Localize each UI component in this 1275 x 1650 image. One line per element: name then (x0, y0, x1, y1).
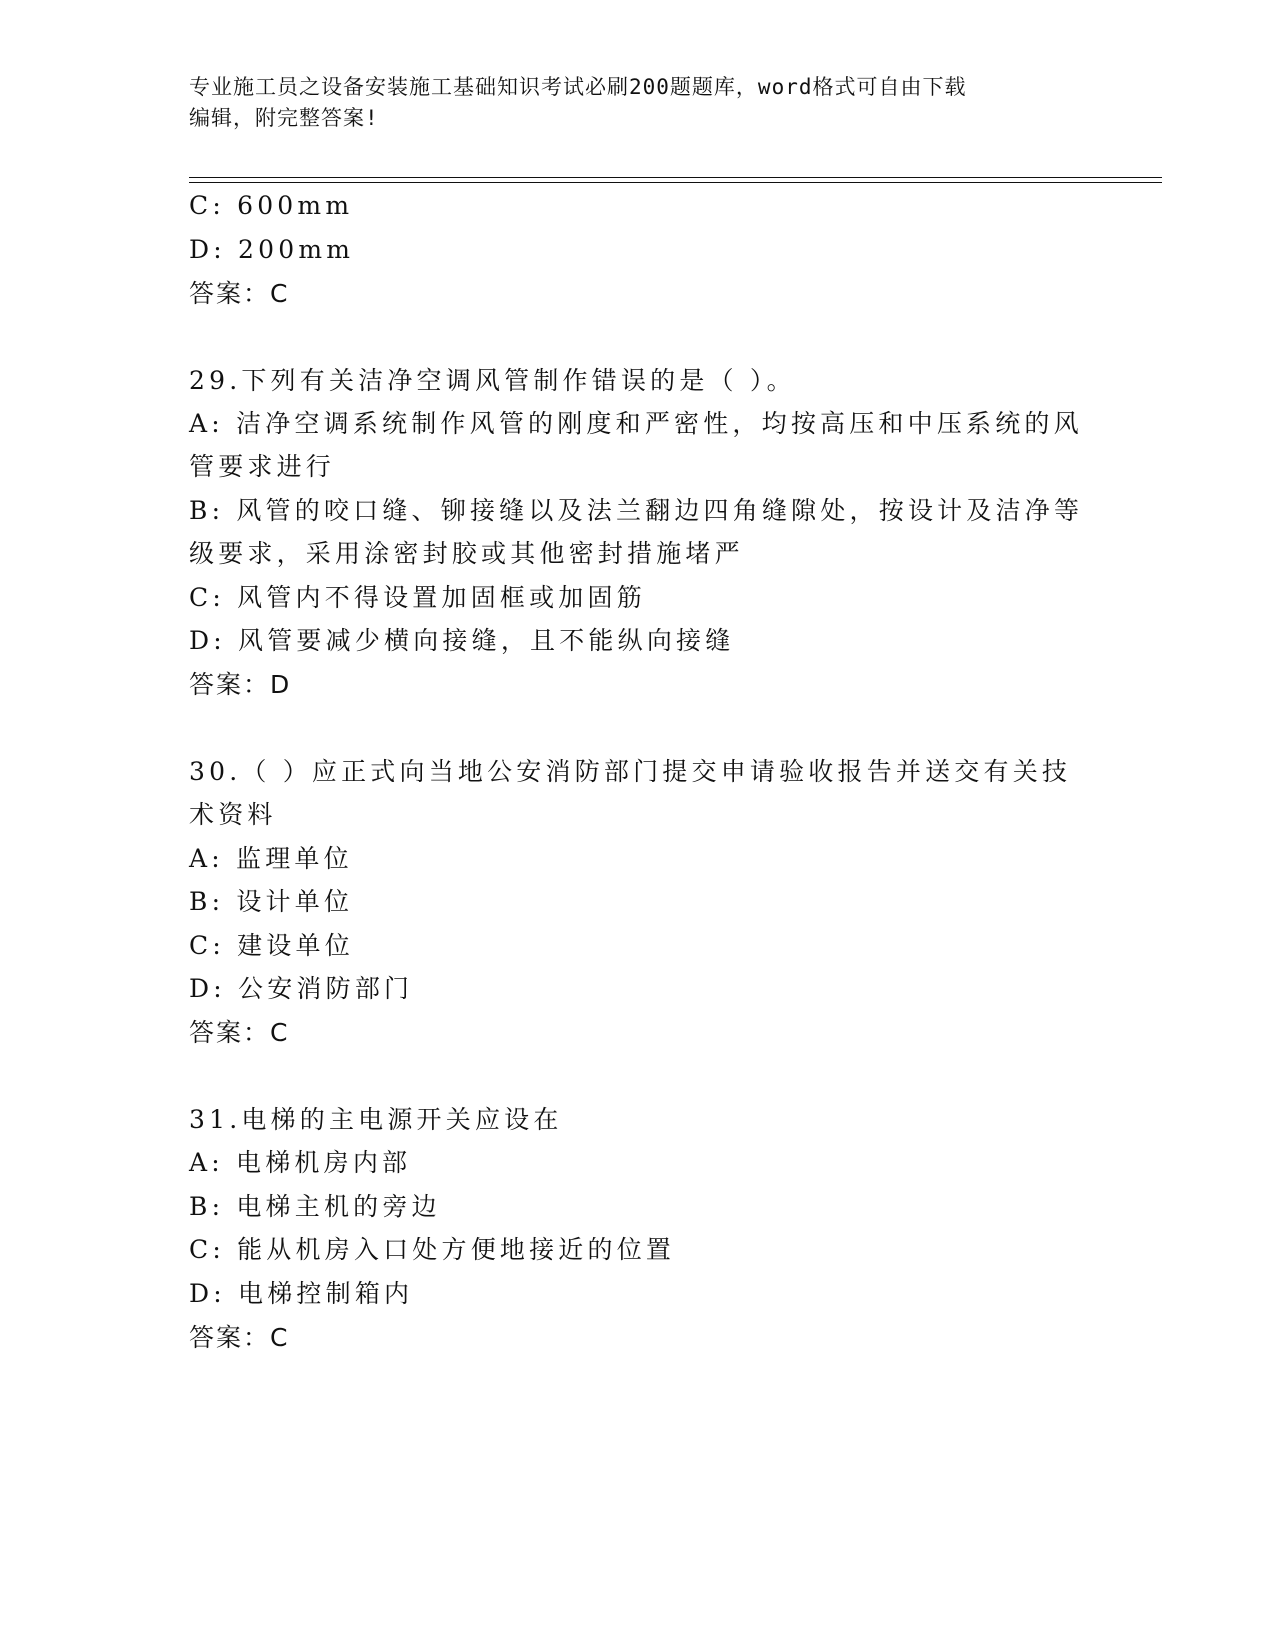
q29-stem: 29.下列有关洁净空调风管制作错误的是（ ）。 (189, 366, 796, 395)
header-divider-top (189, 177, 1162, 178)
header-line-2: 编辑，附完整答案! (189, 106, 379, 130)
prev-option-d: D: 200mm (189, 235, 355, 264)
header-divider-bottom (189, 182, 1162, 183)
q30-stem-line-2: 术资料 (189, 800, 277, 829)
q31-option-b: B: 电梯主机的旁边 (189, 1192, 441, 1221)
q29-option-a-line-2: 管要求进行 (189, 452, 336, 481)
q29-option-a-line-1: A: 洁净空调系统制作风管的刚度和严密性，均按高压和中压系统的风 (189, 409, 1083, 438)
q29-option-d: D: 风管要减少横向接缝，且不能纵向接缝 (189, 626, 735, 655)
q29-answer: 答案：D (189, 670, 292, 699)
q31-option-a: A: 电梯机房内部 (189, 1148, 412, 1177)
q31-stem: 31.电梯的主电源开关应设在 (189, 1105, 563, 1134)
q29-option-b-line-1: B: 风管的咬口缝、铆接缝以及法兰翻边四角缝隙处，按设计及洁净等 (189, 496, 1084, 525)
q31-answer: 答案：C (189, 1323, 290, 1352)
q30-option-b: B: 设计单位 (189, 887, 354, 916)
q29-option-b-line-2: 级要求，采用涂密封胶或其他密封措施堵严 (189, 539, 744, 568)
prev-answer: 答案：C (189, 279, 290, 308)
q30-answer: 答案：C (189, 1018, 290, 1047)
header-line-1: 专业施工员之设备安装施工基础知识考试必刷200题题库，word格式可自由下载 (189, 75, 967, 99)
q30-option-d: D: 公安消防部门 (189, 974, 414, 1003)
document-header (189, 72, 1089, 134)
q29-option-c: C: 风管内不得设置加固框或加固筋 (189, 583, 646, 612)
q30-option-a: A: 监理单位 (189, 844, 353, 873)
q30-stem-line-1: 30.（ ）应正式向当地公安消防部门提交申请验收报告并送交有关技 (189, 757, 1072, 786)
q31-option-d: D: 电梯控制箱内 (189, 1279, 414, 1308)
prev-option-c: C: 600mm (189, 191, 354, 220)
q30-option-c: C: 建设单位 (189, 931, 354, 960)
q31-option-c: C: 能从机房入口处方便地接近的位置 (189, 1235, 676, 1264)
